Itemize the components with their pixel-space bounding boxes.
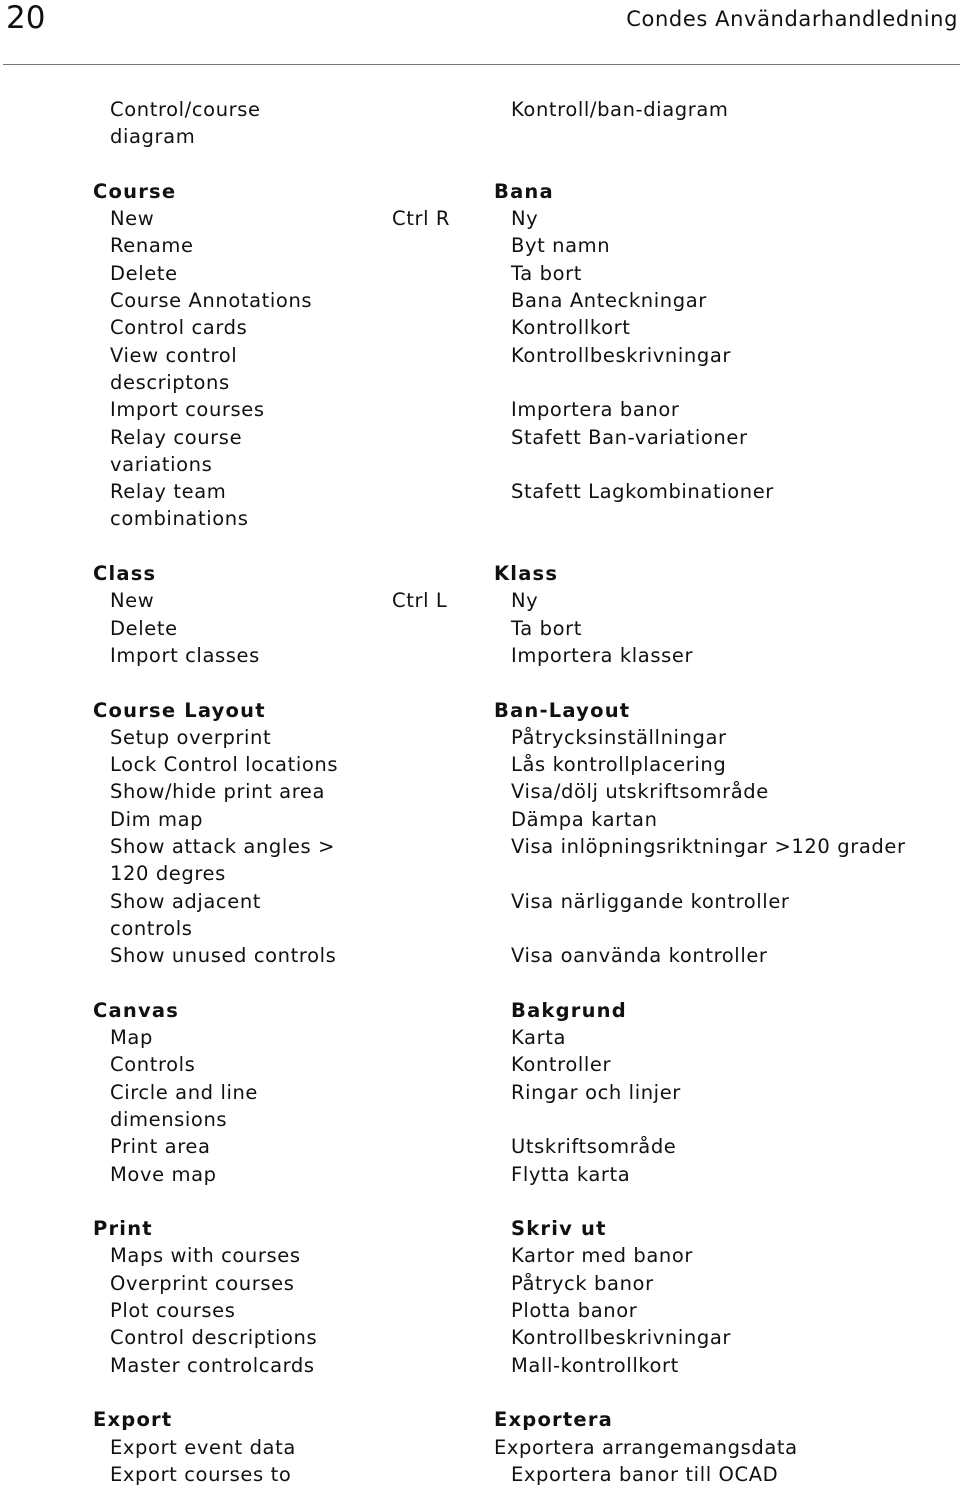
english-menu-item: dimensions	[110, 1107, 228, 1131]
swedish-menu-item: Stafett Lagkombinationer	[511, 480, 774, 504]
keyboard-shortcut: Ctrl R	[392, 207, 451, 231]
english-menu-item: Export courses to	[110, 1462, 292, 1486]
menu-item-row	[0, 314, 960, 341]
menu-item-row	[0, 205, 960, 232]
menu-translation-table	[0, 96, 960, 1488]
menu-item-row	[0, 123, 960, 150]
menu-item-row	[0, 751, 960, 778]
english-menu-heading: Course Layout	[93, 698, 266, 722]
menu-item-row	[0, 724, 960, 751]
english-menu-item: Master controlcards	[110, 1353, 315, 1377]
menu-item-row	[0, 478, 960, 505]
menu-heading-row	[0, 697, 960, 724]
swedish-menu-item: Visa/dölj utskriftsområde	[511, 780, 769, 804]
english-menu-item: Export event data	[110, 1435, 296, 1459]
menu-heading-row	[0, 560, 960, 587]
english-menu-item: Control descriptions	[110, 1326, 318, 1350]
menu-item-row	[0, 888, 960, 915]
english-menu-item: Overprint courses	[110, 1271, 295, 1295]
menu-item-row	[0, 1051, 960, 1078]
menu-item-row	[0, 1133, 960, 1160]
swedish-menu-item: Visa inlöpningsriktningar >120 grader	[511, 835, 906, 859]
swedish-menu-item: Kontrollkort	[511, 316, 631, 340]
english-menu-item: Course Annotations	[110, 289, 313, 313]
english-menu-item: Import classes	[110, 643, 260, 667]
swedish-menu-heading: Skriv ut	[511, 1217, 607, 1241]
menu-item-row	[0, 1242, 960, 1269]
swedish-menu-item: Påtrycksinställningar	[511, 725, 727, 749]
swedish-menu-item: Påtryck banor	[511, 1271, 654, 1295]
menu-item-row	[0, 260, 960, 287]
menu-item-row	[0, 778, 960, 805]
swedish-menu-heading: Klass	[494, 562, 559, 586]
menu-item-row	[0, 615, 960, 642]
menu-item-row	[0, 915, 960, 942]
menu-item-row	[0, 1324, 960, 1351]
swedish-menu-item: Ringar och linjer	[511, 1080, 681, 1104]
swedish-menu-item: Dämpa kartan	[511, 807, 658, 831]
keyboard-shortcut: Ctrl L	[392, 589, 448, 613]
menu-heading-row	[0, 1406, 960, 1433]
menu-item-row	[0, 1161, 960, 1188]
menu-item-row	[0, 96, 960, 123]
menu-item-row	[0, 1024, 960, 1051]
english-menu-item: Import courses	[110, 398, 265, 422]
english-menu-item: New	[110, 589, 155, 613]
swedish-menu-heading: Bakgrund	[511, 998, 627, 1022]
swedish-menu-item: Kartor med banor	[511, 1244, 694, 1268]
english-menu-item: Dim map	[110, 807, 204, 831]
english-menu-item: Show/hide print area	[110, 780, 326, 804]
swedish-menu-heading: Ban-Layout	[494, 698, 631, 722]
english-menu-item: View control	[110, 343, 238, 367]
english-menu-item: Delete	[110, 616, 178, 640]
english-menu-item: Delete	[110, 261, 178, 285]
swedish-menu-item: Ta bort	[511, 616, 583, 640]
menu-item-row	[0, 232, 960, 259]
page-number: 20	[6, 0, 46, 36]
menu-item-row	[0, 505, 960, 532]
menu-item-row	[0, 860, 960, 887]
menu-item-row	[0, 1106, 960, 1133]
english-menu-item: Setup overprint	[110, 725, 272, 749]
swedish-menu-heading: Exportera	[494, 1408, 613, 1432]
menu-item-row	[0, 1079, 960, 1106]
english-menu-item: Control/course	[110, 98, 261, 121]
swedish-menu-item: Kontroller	[511, 1053, 612, 1077]
english-menu-item: New	[110, 207, 155, 231]
swedish-menu-heading: Bana	[494, 179, 554, 203]
menu-item-row	[0, 642, 960, 669]
swedish-menu-item: Flytta karta	[511, 1162, 631, 1186]
swedish-menu-item: Importera klasser	[511, 643, 694, 667]
menu-item-row	[0, 424, 960, 451]
menu-item-row	[0, 942, 960, 969]
english-menu-heading: Print	[93, 1217, 153, 1241]
english-menu-heading: Course	[93, 179, 177, 203]
swedish-menu-item: Ny	[511, 207, 539, 231]
english-menu-item: Relay team	[110, 480, 227, 504]
swedish-menu-item: Plotta banor	[511, 1299, 638, 1323]
swedish-menu-item: Bana Anteckningar	[511, 289, 707, 313]
swedish-menu-item: Importera banor	[511, 398, 680, 422]
swedish-menu-item: Visa närliggande kontroller	[511, 889, 790, 913]
english-menu-item: 120 degres	[110, 862, 226, 886]
english-menu-item: Show unused controls	[110, 944, 337, 968]
swedish-menu-item: Kontroll/ban-diagram	[511, 98, 729, 121]
swedish-menu-item: Exportera arrangemangsdata	[494, 1435, 798, 1459]
menu-item-row	[0, 1461, 960, 1488]
english-menu-item: controls	[110, 916, 193, 940]
english-menu-item: Print area	[110, 1135, 211, 1159]
menu-item-row	[0, 1352, 960, 1379]
menu-item-row	[0, 1270, 960, 1297]
swedish-menu-item: Byt namn	[511, 234, 611, 258]
english-menu-heading: Export	[93, 1408, 173, 1432]
english-menu-item: Show attack angles >	[110, 835, 336, 859]
swedish-menu-item: Karta	[511, 1026, 567, 1050]
menu-item-row	[0, 587, 960, 614]
swedish-menu-item: Ta bort	[511, 261, 583, 285]
english-menu-item: Move map	[110, 1162, 217, 1186]
english-menu-item: Circle and line	[110, 1080, 259, 1104]
swedish-menu-item: Kontrollbeskrivningar	[511, 1326, 731, 1350]
menu-item-row	[0, 342, 960, 369]
english-menu-item: Maps with courses	[110, 1244, 301, 1268]
english-menu-item: Show adjacent	[110, 889, 262, 913]
swedish-menu-item: Visa oanvända kontroller	[511, 944, 768, 968]
header-rule	[3, 64, 960, 65]
menu-item-row	[0, 369, 960, 396]
swedish-menu-item: Utskriftsområde	[511, 1135, 677, 1159]
english-menu-item: Lock Control locations	[110, 753, 339, 777]
document-title: Condes Användarhandledning	[626, 7, 958, 31]
english-menu-item: Map	[110, 1026, 153, 1050]
english-menu-item: Rename	[110, 234, 194, 258]
menu-item-row	[0, 1297, 960, 1324]
menu-heading-row	[0, 997, 960, 1024]
menu-item-row	[0, 396, 960, 423]
english-menu-item: Controls	[110, 1053, 196, 1077]
swedish-menu-item: Ny	[511, 589, 539, 613]
english-menu-heading: Canvas	[93, 998, 180, 1022]
english-menu-item: Relay course	[110, 425, 243, 449]
menu-heading-row	[0, 1215, 960, 1242]
menu-item-row	[0, 806, 960, 833]
swedish-menu-item: Exportera banor till OCAD	[511, 1462, 779, 1486]
english-menu-heading: Class	[93, 562, 157, 586]
english-menu-item: Plot courses	[110, 1299, 236, 1323]
english-menu-item: combinations	[110, 507, 249, 531]
menu-item-row	[0, 451, 960, 478]
english-menu-item: Control cards	[110, 316, 248, 340]
swedish-menu-item: Lås kontrollplacering	[511, 753, 727, 777]
menu-item-row	[0, 287, 960, 314]
english-menu-item: variations	[110, 452, 213, 476]
english-menu-item: diagram	[110, 125, 196, 149]
menu-item-row	[0, 833, 960, 860]
swedish-menu-item: Mall-kontrollkort	[511, 1353, 679, 1377]
menu-heading-row	[0, 178, 960, 205]
english-menu-item: descriptons	[110, 370, 230, 394]
swedish-menu-item: Stafett Ban-variationer	[511, 425, 748, 449]
menu-item-row	[0, 1434, 960, 1461]
swedish-menu-item: Kontrollbeskrivningar	[511, 343, 731, 367]
